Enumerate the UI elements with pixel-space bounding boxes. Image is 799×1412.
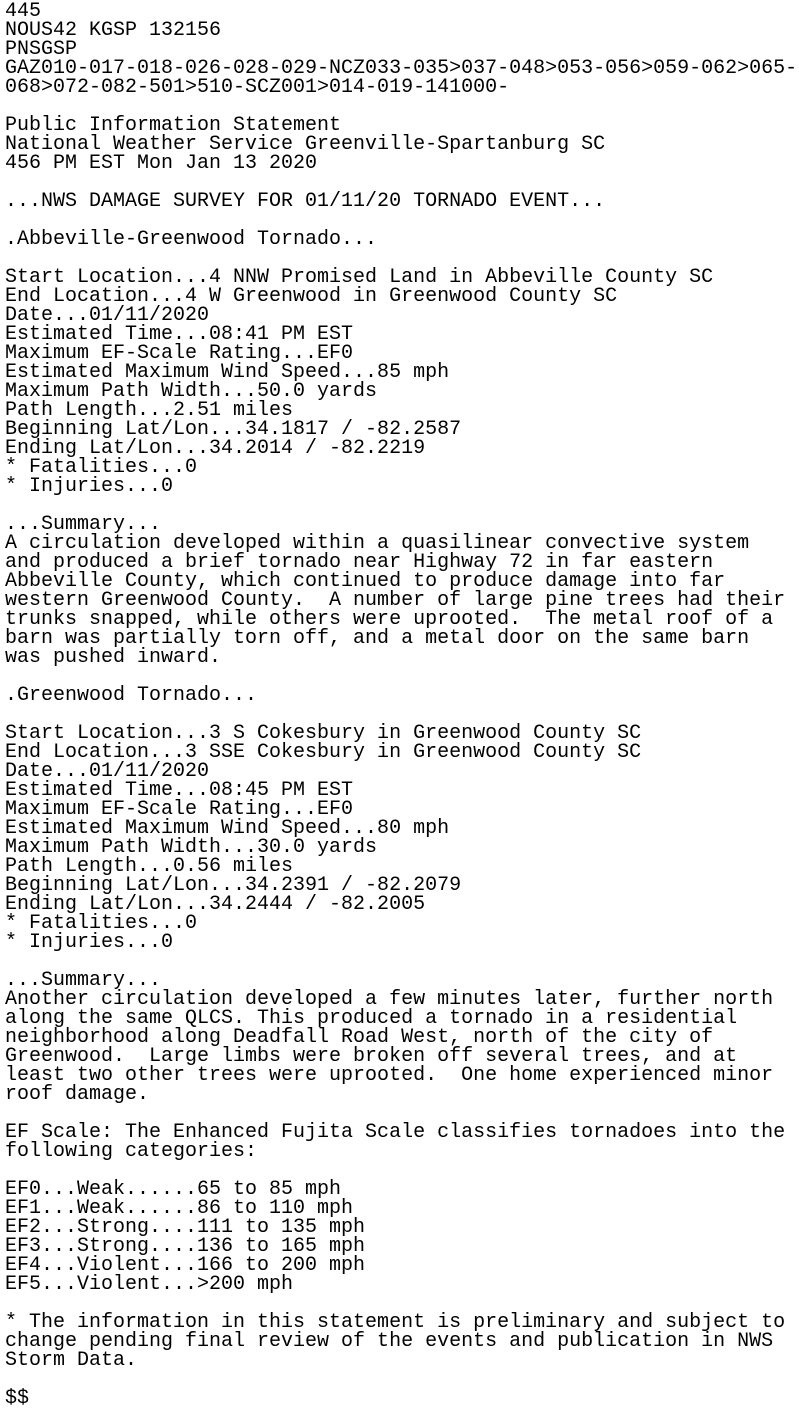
text-line: least two other trees were uprooted. One home experienced minor [5, 1064, 774, 1087]
text-line: NOUS42 KGSP 132156 [5, 19, 222, 42]
text-line: ...NWS DAMAGE SURVEY FOR 01/11/20 TORNADO EVENT... [5, 190, 606, 213]
text-line: Path Length...0.56 miles [5, 855, 294, 878]
text-line: western Greenwood County. A number of large pine trees had their [5, 589, 786, 612]
text-line: neighborhood along Deadfall Road West, north of the city of [5, 1026, 714, 1049]
public-information-statement [5, 2, 797, 1408]
text-line: Maximum EF-Scale Rating...EF0 [5, 342, 354, 365]
text-line: EF5...Violent...>200 mph [5, 1273, 294, 1296]
text-line: End Location...3 SSE Cokesbury in Greenwood County SC [5, 741, 642, 764]
text-line: Maximum Path Width...30.0 yards [5, 836, 378, 859]
text-line: PNSGSP [5, 38, 78, 61]
text-line: Estimated Time...08:41 PM EST [5, 323, 354, 346]
text-line: Maximum Path Width...50.0 yards [5, 380, 378, 403]
text-line: Date...01/11/2020 [5, 304, 210, 327]
text-line: Ending Lat/Lon...34.2014 / -82.2219 [5, 437, 426, 460]
text-line: * Fatalities...0 [5, 456, 198, 479]
text-line: 068>072-082-501>510-SCZ001>014-019-141000- [5, 76, 510, 99]
text-line: EF1...Weak......86 to 110 mph [5, 1197, 354, 1220]
text-line: EF2...Strong....111 to 135 mph [5, 1216, 366, 1239]
text-line: Storm Data. [5, 1349, 138, 1372]
text-line: 456 PM EST Mon Jan 13 2020 [5, 152, 318, 175]
text-line: Path Length...2.51 miles [5, 399, 294, 422]
text-line: EF4...Violent...166 to 200 mph [5, 1254, 366, 1277]
text-line: Start Location...4 NNW Promised Land in Abbeville County SC [5, 266, 714, 289]
text-line: .Greenwood Tornado... [5, 684, 258, 707]
text-line: End Location...4 W Greenwood in Greenwood County SC [5, 285, 618, 308]
text-line [5, 1370, 797, 1389]
text-line: Estimated Time...08:45 PM EST [5, 779, 354, 802]
text-line: .Abbeville-Greenwood Tornado... [5, 228, 378, 251]
text-line: $$ [5, 1387, 30, 1410]
text-line: EF0...Weak......65 to 85 mph [5, 1178, 342, 1201]
text-line: * Injuries...0 [5, 475, 174, 498]
text-line: Maximum EF-Scale Rating...EF0 [5, 798, 354, 821]
text-line: Beginning Lat/Lon...34.1817 / -82.2587 [5, 418, 462, 441]
text-line: EF Scale: The Enhanced Fujita Scale classifies tornadoes into the [5, 1121, 786, 1144]
text-line: National Weather Service Greenville-Spartanburg SC [5, 133, 606, 156]
text-line: A circulation developed within a quasilinear convective system [5, 532, 750, 555]
text-line: ...Summary... [5, 969, 162, 992]
text-line: Abbeville County, which continued to produce damage into far [5, 570, 726, 593]
text-line: along the same QLCS. This produced a tornado in a residential [5, 1007, 738, 1030]
text-line: Date...01/11/2020 [5, 760, 210, 783]
text-line: 445 [5, 0, 42, 23]
text-line: barn was partially torn off, and a metal door on the same barn [5, 627, 750, 650]
text-line: change pending final review of the events and publication in NWS [5, 1330, 774, 1353]
text-line: * The information in this statement is preliminary and subject to [5, 1311, 786, 1334]
text-line: GAZ010-017-018-026-028-029-NCZ033-035>037-048>053-056>059-062>065- [5, 57, 798, 80]
text-line: Public Information Statement [5, 114, 342, 137]
text-line: ...Summary... [5, 513, 162, 536]
text-line: Ending Lat/Lon...34.2444 / -82.2005 [5, 893, 426, 916]
text-line: and produced a brief tornado near Highway 72 in far eastern [5, 551, 714, 574]
text-line: Estimated Maximum Wind Speed...85 mph [5, 361, 450, 384]
text-line: Estimated Maximum Wind Speed...80 mph [5, 817, 450, 840]
text-line: Greenwood. Large limbs were broken off several trees, and at [5, 1045, 738, 1068]
text-line: trunks snapped, while others were uprooted. The metal roof of a [5, 608, 774, 631]
text-line: was pushed inward. [5, 646, 222, 669]
text-line: Another circulation developed a few minutes later, further north [5, 988, 774, 1011]
text-line: following categories: [5, 1140, 258, 1163]
text-line: Start Location...3 S Cokesbury in Greenwood County SC [5, 722, 642, 745]
text-line: EF3...Strong....136 to 165 mph [5, 1235, 366, 1258]
text-line: * Injuries...0 [5, 931, 174, 954]
text-line: roof damage. [5, 1083, 150, 1106]
text-line: Beginning Lat/Lon...34.2391 / -82.2079 [5, 874, 462, 897]
text-line: * Fatalities...0 [5, 912, 198, 935]
